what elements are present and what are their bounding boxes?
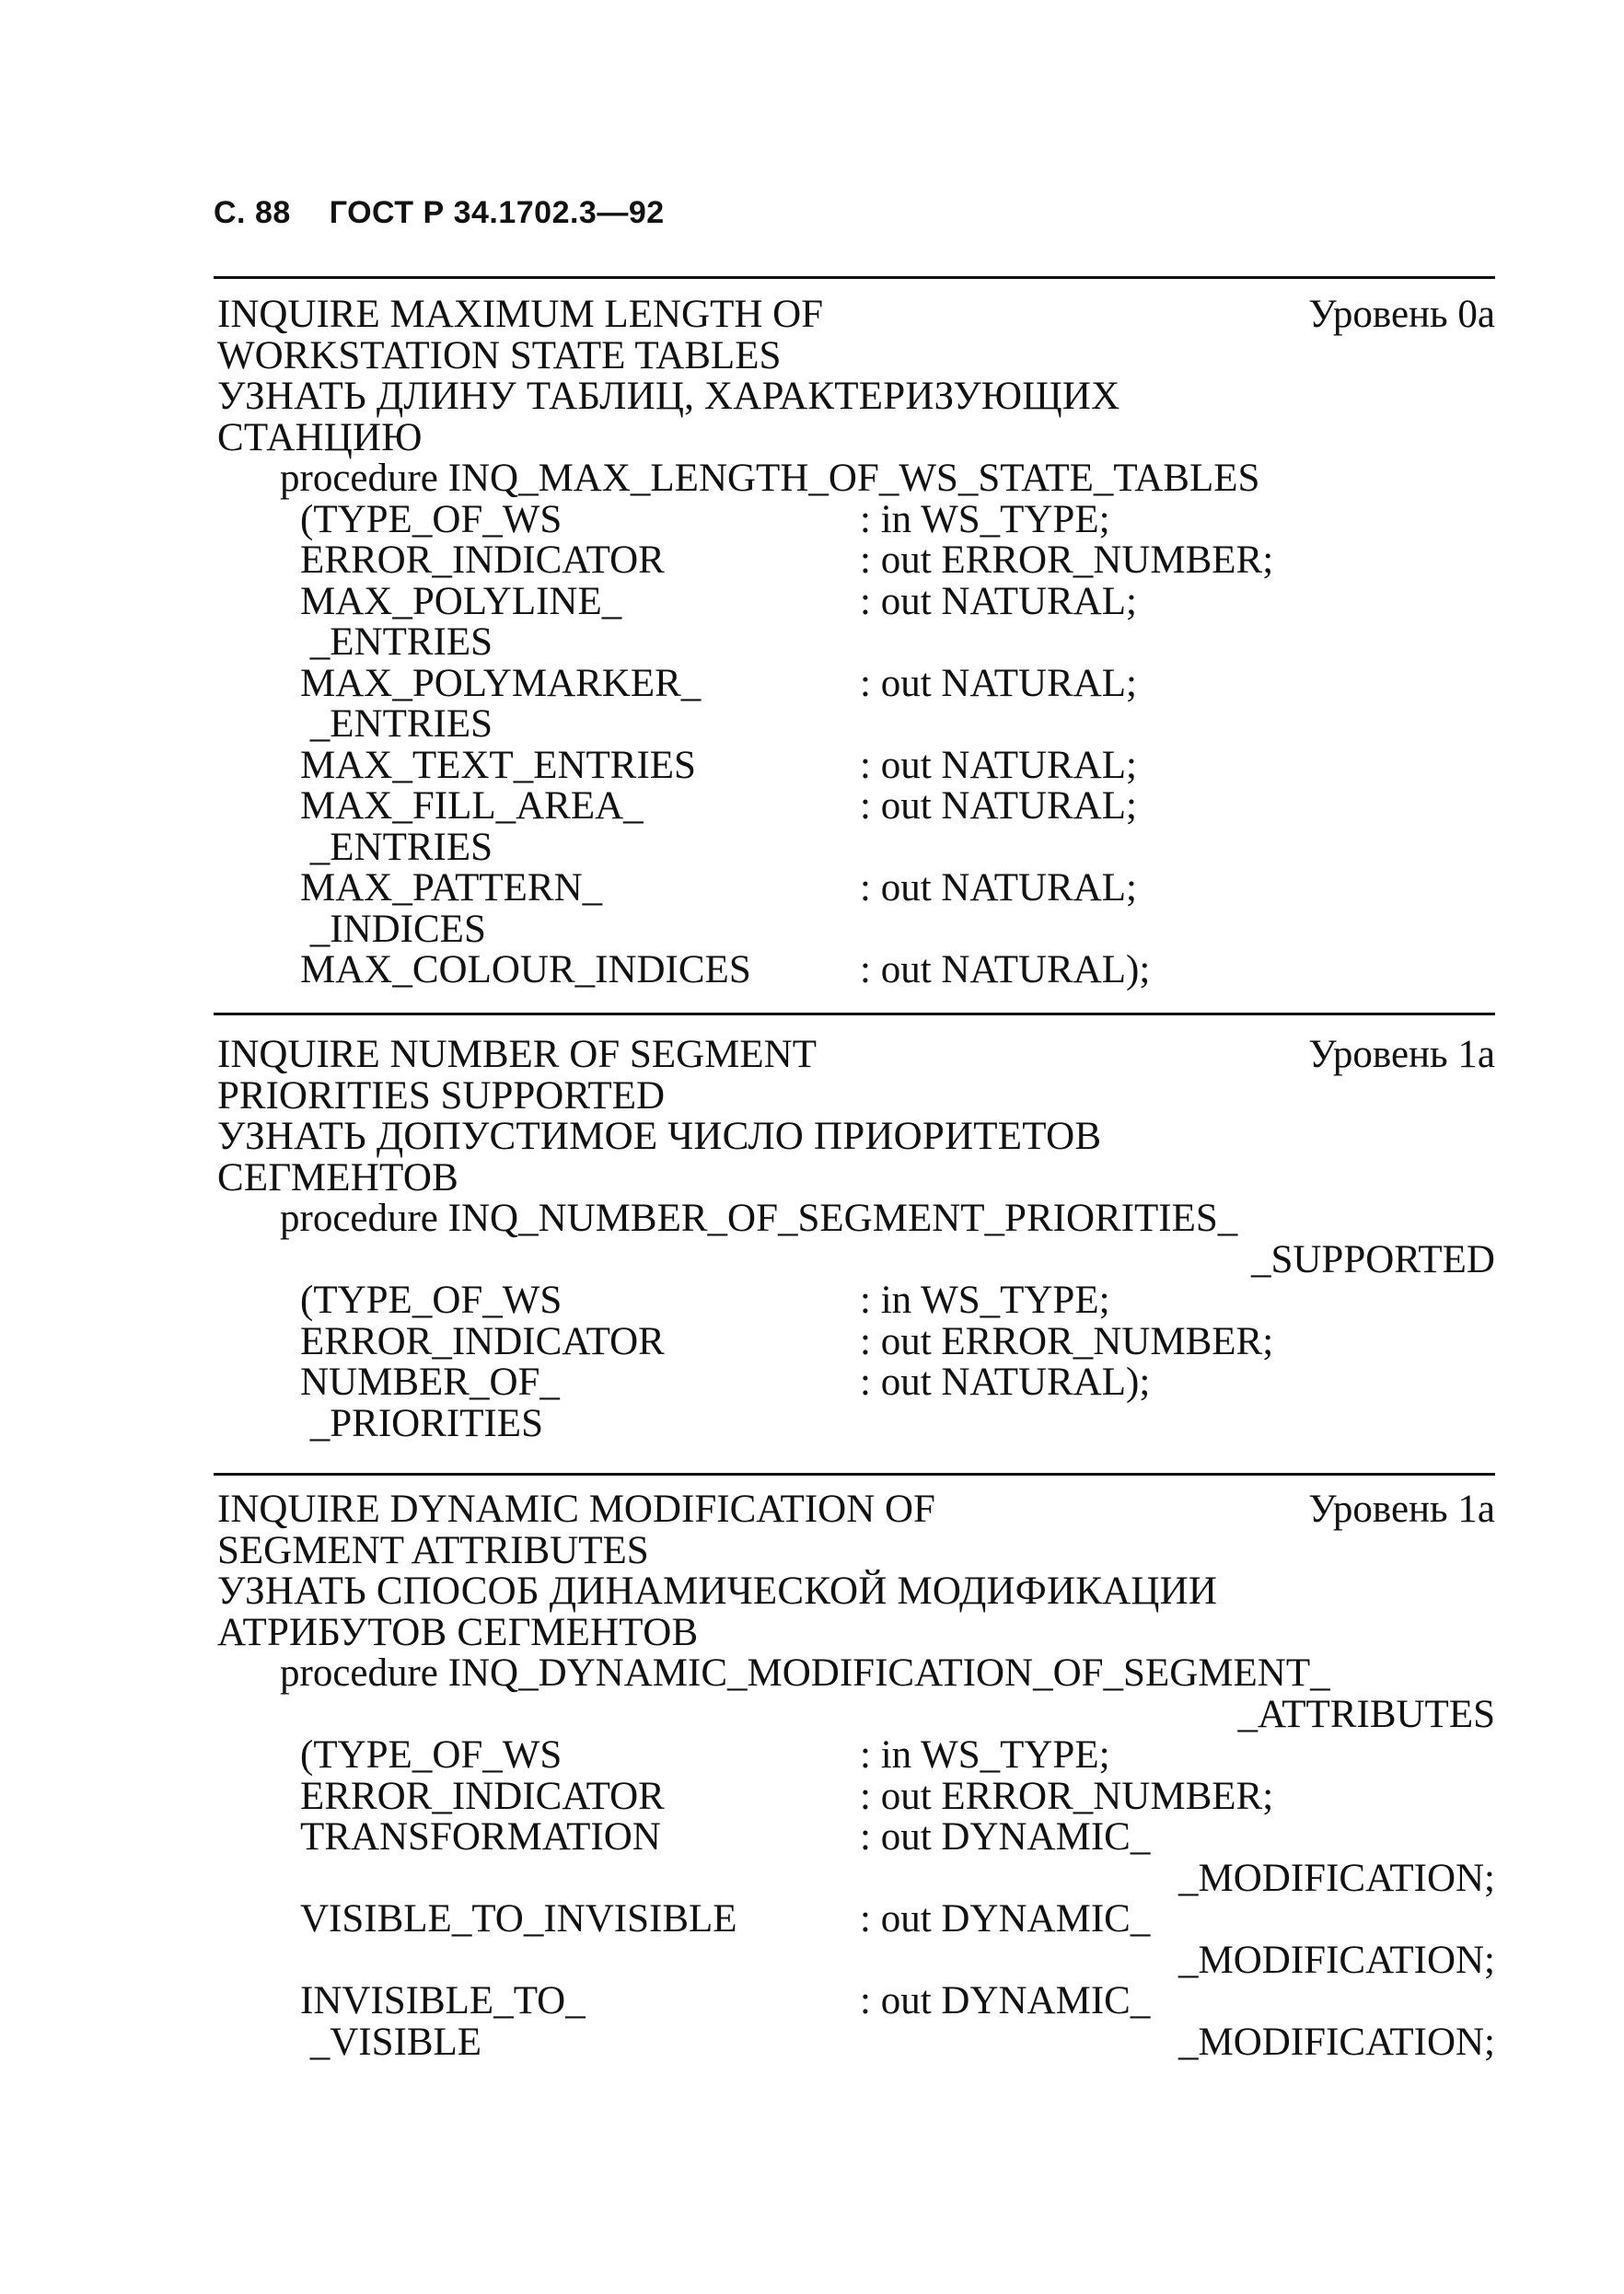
parameter-name-line: MAX_FILL_AREA_ [300,784,644,828]
parameter-name-line: (TYPE_OF_WS [300,497,563,541]
parameter-type-continuation: _MODIFICATION; [1178,1856,1495,1900]
parameter-name [300,1362,860,1444]
function-title-text: INQUIRE DYNAMIC MODIFICATION OF [217,1488,935,1531]
parameter-name [300,786,860,868]
parameter-name-line: MAX_PATTERN_ [300,866,603,909]
parameter-name-line: _VISIBLE [300,2020,482,2064]
parameter-name-line: ERROR_INDICATOR [300,1319,665,1363]
parameter-name [300,1319,860,1363]
parameter-type [860,1362,1495,1444]
parameter-type [860,540,1495,582]
parameter-type-line: : out NATURAL; [860,866,1137,909]
parameter-name [300,743,860,787]
parameter-name-line: ERROR_INDICATOR [300,539,665,582]
parameter-name [300,868,860,950]
parameter-row [217,1817,1495,1899]
russian-title-line: УЗНАТЬ СПОСОБ ДИНАМИЧЕСКОЙ МОДИФИКАЦИИ [217,1570,1218,1613]
function-title-line: SEGMENT ATTRIBUTES [217,1528,649,1572]
level-label: Уровень 1a [1308,1033,1495,1076]
function-section-dynamic-modification-segment-attributes [217,1489,1495,2063]
parameter-type-line: : out NATURAL; [860,784,1137,828]
parameter-type-line: : in WS_TYPE; [860,1279,1110,1322]
parameter-type-line: : out ERROR_NUMBER; [860,539,1274,582]
procedure-signature: procedure INQ_NUMBER_OF_SEGMENT_PRIORITIES_ [280,1197,1238,1240]
russian-title-line: СЕГМЕНТОВ [217,1155,459,1199]
parameter-name [300,661,860,746]
parameter-name [300,540,860,582]
page-header [214,195,665,231]
function-title-line [217,1489,1495,1531]
parameter-type [860,950,1495,991]
function-section-number-of-segment-priorities [217,1035,1495,1444]
parameter-type-line: : out ERROR_NUMBER; [860,1774,1274,1818]
parameter-type-continuation: _MODIFICATION; [1178,1938,1495,1982]
parameter-name-line: _ENTRIES [300,702,493,746]
parameter-type [860,579,1495,664]
procedure-signature: procedure INQ_MAX_LENGTH_OF_WS_STATE_TABLES [280,457,1260,500]
function-title-text: INQUIRE MAXIMUM LENGTH OF [217,293,824,336]
parameter-row [217,950,1495,991]
parameter-type-line: : out DYNAMIC_ [860,1815,1151,1859]
parameter-type-continuation: _MODIFICATION; [1178,2020,1495,2064]
level-label: Уровень 0a [1308,293,1495,336]
function-title-line: WORKSTATION STATE TABLES [217,333,782,377]
parameter-type [860,1981,1495,2063]
standard-number: ГОСТ Р 34.1702.3—92 [329,195,665,230]
parameter-type-line: : out NATURAL); [860,1361,1151,1404]
parameter-type-line: : out NATURAL; [860,579,1137,623]
parameter-type [860,743,1495,787]
parameter-name-line: MAX_TEXT_ENTRIES [300,743,696,787]
parameter-name [300,1774,860,1818]
parameter-row [217,1774,1495,1818]
parameter-row [217,1280,1495,1322]
parameter-row [217,1899,1495,1981]
parameter-type-line: : out NATURAL); [860,948,1151,991]
parameter-row [217,1981,1495,2063]
russian-title-line: АТРИБУТОВ СЕГМЕНТОВ [217,1610,699,1654]
page-number: С. 88 [214,195,291,230]
parameter-name [300,1280,860,1322]
parameter-name-line: ERROR_INDICATOR [300,1774,665,1818]
parameter-type [860,1899,1495,1981]
parameter-type [860,1774,1495,1818]
parameter-name-line: _ENTRIES [300,620,493,664]
parameter-type [860,1280,1495,1322]
parameter-type [860,1319,1495,1363]
parameter-name [300,1735,860,1777]
procedure-signature: procedure INQ_DYNAMIC_MODIFICATION_OF_SEGMENT_ [280,1651,1330,1695]
parameter-name-line: MAX_POLYLINE_ [300,579,622,623]
parameter-type [860,1817,1495,1899]
section-divider [214,1473,1495,1476]
parameter-type-line: : out NATURAL; [860,743,1137,787]
parameter-type [860,661,1495,746]
procedure-signature-continuation: _SUPPORTED [1250,1237,1495,1281]
parameter-row [217,1362,1495,1444]
russian-title-line: СТАНЦИЮ [217,415,423,459]
parameter-type [860,786,1495,868]
function-title-line [217,1035,1495,1076]
parameter-name-line: (TYPE_OF_WS [300,1279,563,1322]
section-divider [214,1013,1495,1015]
parameter-row [217,579,1495,664]
parameter-type-line: : out ERROR_NUMBER; [860,1319,1274,1363]
parameter-row [217,868,1495,950]
parameter-type [860,868,1495,950]
parameter-name-line: _INDICES [300,907,486,951]
parameter-name-line: VISIBLE_TO_INVISIBLE [300,1897,737,1941]
function-title-line [217,295,1495,336]
parameter-type-line: : in WS_TYPE; [860,497,1110,541]
parameter-name-line: (TYPE_OF_WS [300,1733,563,1777]
parameter-row [217,786,1495,868]
parameter-type-line: : out DYNAMIC_ [860,1979,1151,2022]
parameter-type-line: : out DYNAMIC_ [860,1897,1151,1941]
parameter-name-line: MAX_COLOUR_INDICES [300,948,751,991]
parameter-row [217,497,1495,541]
parameter-name-line: _PRIORITIES [300,1401,543,1445]
parameter-name-line: INVISIBLE_TO_ [300,1979,586,2022]
function-title-line: PRIORITIES SUPPORTED [217,1073,666,1118]
parameter-type-line: : in WS_TYPE; [860,1733,1110,1777]
parameter-name-line: _ENTRIES [300,825,493,869]
procedure-signature-continuation: _ATTRIBUTES [1237,1692,1495,1736]
parameter-name-line: NUMBER_OF_ [300,1361,560,1404]
russian-title-line: УЗНАТЬ ДЛИНУ ТАБЛИЦ, ХАРАКТЕРИЗУЮЩИХ [217,375,1120,418]
parameter-row [217,540,1495,582]
level-label: Уровень 1a [1308,1488,1495,1531]
parameter-type-line: : out NATURAL; [860,661,1137,705]
parameter-name [300,579,860,664]
parameter-name [300,1899,860,1981]
parameter-row [217,1319,1495,1363]
parameter-type [860,497,1495,541]
parameter-type [860,1735,1495,1777]
parameter-name [300,1817,860,1899]
russian-title-line: УЗНАТЬ ДОПУСТИМОЕ ЧИСЛО ПРИОРИТЕТОВ [217,1115,1102,1158]
parameter-name [300,950,860,991]
parameter-row [217,743,1495,787]
parameter-name [300,497,860,541]
parameter-name [300,1981,860,2063]
function-title-text: INQUIRE NUMBER OF SEGMENT [217,1033,817,1076]
parameter-name-line: TRANSFORMATION [300,1815,661,1859]
parameter-row [217,661,1495,746]
function-section-max-length-ws-state-tables [217,295,1495,991]
parameter-row [217,1735,1495,1777]
parameter-name-line: MAX_POLYMARKER_ [300,661,702,705]
section-divider [214,276,1495,279]
